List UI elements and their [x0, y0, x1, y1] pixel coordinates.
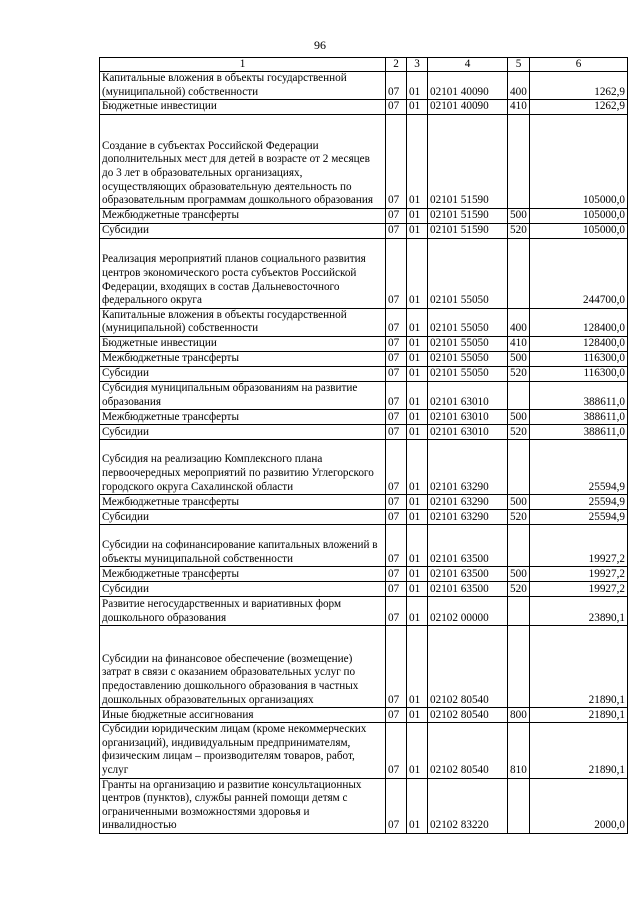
table-row: [100, 525, 628, 567]
row-amount: 19927,2: [530, 525, 628, 567]
row-name: Межбюджетные трансферты: [100, 410, 386, 425]
row-name: Субсидии: [100, 510, 386, 525]
table-row: [100, 708, 628, 723]
row-name: Субсидии: [100, 223, 386, 238]
row-expense-type: 520: [508, 425, 530, 440]
row-target-article: 02101 63500: [428, 582, 508, 597]
row-target-article: 02102 80540: [428, 626, 508, 708]
table-row: [100, 381, 628, 409]
table-row: [100, 114, 628, 208]
row-name: Капитальные вложения в объекты государственной (муниципальной) собственности: [100, 308, 386, 336]
row-expense-type: [508, 597, 530, 626]
row-amount: 388611,0: [530, 425, 628, 440]
row-amount: 1262,9: [530, 100, 628, 115]
header-row: [100, 58, 628, 72]
row-expense-type: [508, 114, 530, 208]
row-name: Капитальные вложения в объекты государственной (муниципальной) собственности: [100, 72, 386, 100]
row-target-article: 02101 63290: [428, 510, 508, 525]
row-name: Межбюджетные трансферты: [100, 208, 386, 223]
header-col-name: 1: [100, 58, 386, 72]
row-section: 07: [386, 410, 407, 425]
row-subsection: 01: [407, 114, 428, 208]
row-target-article: 02101 55050: [428, 336, 508, 351]
table-row: [100, 336, 628, 351]
row-name: Реализация мероприятий планов социального развития центров экономического роста субъектов Российской Федерации, входящих в состав Дальневосточного федерального округа: [100, 238, 386, 308]
row-section: 07: [386, 525, 407, 567]
row-subsection: 01: [407, 510, 428, 525]
row-target-article: 02101 55050: [428, 351, 508, 366]
row-subsection: 01: [407, 778, 428, 833]
row-amount: 244700,0: [530, 238, 628, 308]
row-subsection: 01: [407, 708, 428, 723]
header-col-subsection: 3: [407, 58, 428, 72]
row-section: 07: [386, 425, 407, 440]
row-name: Межбюджетные трансферты: [100, 351, 386, 366]
row-amount: 116300,0: [530, 366, 628, 381]
table-row: [100, 208, 628, 223]
row-target-article: 02101 51590: [428, 208, 508, 223]
row-subsection: 01: [407, 308, 428, 336]
row-section: 07: [386, 626, 407, 708]
row-name: Субсидия на реализацию Комплексного плана первоочередных мероприятий по развитию Углегорского городского округа Сахалинской области: [100, 440, 386, 495]
row-section: 07: [386, 336, 407, 351]
row-name: Гранты на организацию и развитие консультационных центров (пунктов), службы ранней помощи детям с ограниченными возможностями здоровья и инвалидностью: [100, 778, 386, 833]
header-col-expense-type: 5: [508, 58, 530, 72]
row-target-article: 02102 80540: [428, 723, 508, 778]
row-subsection: 01: [407, 495, 428, 510]
row-target-article: 02101 63500: [428, 567, 508, 582]
row-expense-type: 520: [508, 366, 530, 381]
row-target-article: 02101 40090: [428, 100, 508, 115]
row-subsection: 01: [407, 238, 428, 308]
row-subsection: 01: [407, 425, 428, 440]
row-subsection: 01: [407, 440, 428, 495]
row-expense-type: [508, 778, 530, 833]
table-row: [100, 238, 628, 308]
row-amount: 105000,0: [530, 114, 628, 208]
row-amount: 1262,9: [530, 72, 628, 100]
row-section: 07: [386, 723, 407, 778]
row-subsection: 01: [407, 525, 428, 567]
row-amount: 105000,0: [530, 223, 628, 238]
row-name: Субсидии: [100, 425, 386, 440]
table-row: [100, 308, 628, 336]
row-name: Субсидии: [100, 366, 386, 381]
table-row: [100, 510, 628, 525]
table-row: [100, 366, 628, 381]
row-subsection: 01: [407, 410, 428, 425]
row-subsection: 01: [407, 567, 428, 582]
row-name: Субсидия муниципальным образованиям на развитие образования: [100, 381, 386, 409]
row-section: 07: [386, 708, 407, 723]
row-amount: 23890,1: [530, 597, 628, 626]
row-name: Межбюджетные трансферты: [100, 495, 386, 510]
row-expense-type: [508, 381, 530, 409]
row-section: 07: [386, 381, 407, 409]
row-amount: 388611,0: [530, 381, 628, 409]
row-amount: 25594,9: [530, 440, 628, 495]
row-subsection: 01: [407, 366, 428, 381]
row-expense-type: 500: [508, 495, 530, 510]
row-amount: 388611,0: [530, 410, 628, 425]
row-subsection: 01: [407, 597, 428, 626]
row-section: 07: [386, 114, 407, 208]
row-amount: 19927,2: [530, 567, 628, 582]
row-section: 07: [386, 100, 407, 115]
row-amount: 128400,0: [530, 336, 628, 351]
page-number: 96: [314, 38, 326, 52]
row-expense-type: [508, 238, 530, 308]
table-row: [100, 567, 628, 582]
row-subsection: 01: [407, 582, 428, 597]
row-subsection: 01: [407, 223, 428, 238]
row-amount: 25594,9: [530, 495, 628, 510]
row-target-article: 02101 63290: [428, 495, 508, 510]
row-expense-type: 520: [508, 510, 530, 525]
row-target-article: 02101 63010: [428, 381, 508, 409]
table-row: [100, 351, 628, 366]
header-col-target-article: 4: [428, 58, 508, 72]
row-name: Субсидии на финансовое обеспечение (возмещение) затрат в связи с оказанием образовательных услуг по предоставлению дошкольного образования в частных дошкольных образовательных организациях: [100, 626, 386, 708]
row-section: 07: [386, 366, 407, 381]
row-section: 07: [386, 440, 407, 495]
row-amount: 25594,9: [530, 510, 628, 525]
row-name: Субсидии юридическим лицам (кроме некоммерческих организаций), индивидуальным предпринимателям, физическим лицам – производителям товаров, работ, услуг: [100, 723, 386, 778]
row-section: 07: [386, 72, 407, 100]
row-section: 07: [386, 567, 407, 582]
row-name: Межбюджетные трансферты: [100, 567, 386, 582]
table-row: [100, 440, 628, 495]
row-section: 07: [386, 208, 407, 223]
row-section: 07: [386, 238, 407, 308]
row-name: Иные бюджетные ассигнования: [100, 708, 386, 723]
row-target-article: 02101 63010: [428, 410, 508, 425]
budget-table: [99, 57, 628, 834]
row-amount: 105000,0: [530, 208, 628, 223]
row-expense-type: 520: [508, 223, 530, 238]
row-target-article: 02102 83220: [428, 778, 508, 833]
row-section: 07: [386, 495, 407, 510]
row-expense-type: 410: [508, 336, 530, 351]
row-amount: 21890,1: [530, 723, 628, 778]
row-target-article: 02102 80540: [428, 708, 508, 723]
row-expense-type: 500: [508, 567, 530, 582]
table-row: [100, 626, 628, 708]
row-subsection: 01: [407, 381, 428, 409]
row-expense-type: [508, 440, 530, 495]
header-col-amount: 6: [530, 58, 628, 72]
table-row: [100, 72, 628, 100]
table-row: [100, 425, 628, 440]
row-expense-type: 500: [508, 410, 530, 425]
row-subsection: 01: [407, 100, 428, 115]
row-target-article: 02102 00000: [428, 597, 508, 626]
row-expense-type: 520: [508, 582, 530, 597]
row-section: 07: [386, 597, 407, 626]
header-col-section: 2: [386, 58, 407, 72]
row-name: Субсидии: [100, 582, 386, 597]
row-target-article: 02101 55050: [428, 366, 508, 381]
row-subsection: 01: [407, 336, 428, 351]
row-expense-type: [508, 525, 530, 567]
row-expense-type: 400: [508, 308, 530, 336]
row-name: Бюджетные инвестиции: [100, 100, 386, 115]
row-subsection: 01: [407, 723, 428, 778]
row-name: Бюджетные инвестиции: [100, 336, 386, 351]
row-target-article: 02101 51590: [428, 114, 508, 208]
row-expense-type: 500: [508, 351, 530, 366]
table-row: [100, 778, 628, 833]
row-target-article: 02101 63500: [428, 525, 508, 567]
row-section: 07: [386, 308, 407, 336]
row-section: 07: [386, 778, 407, 833]
table-row: [100, 582, 628, 597]
row-amount: 19927,2: [530, 582, 628, 597]
table-row: [100, 410, 628, 425]
row-expense-type: 810: [508, 723, 530, 778]
row-subsection: 01: [407, 351, 428, 366]
row-expense-type: 800: [508, 708, 530, 723]
row-expense-type: 410: [508, 100, 530, 115]
table-row: [100, 723, 628, 778]
row-amount: 21890,1: [530, 708, 628, 723]
row-expense-type: 400: [508, 72, 530, 100]
row-expense-type: 500: [508, 208, 530, 223]
row-amount: 2000,0: [530, 778, 628, 833]
row-target-article: 02101 40090: [428, 72, 508, 100]
row-amount: 21890,1: [530, 626, 628, 708]
row-name: Развитие негосударственных и вариативных форм дошкольного образования: [100, 597, 386, 626]
row-name: Субсидии на софинансирование капитальных вложений в объекты муниципальной собственности: [100, 525, 386, 567]
row-name: Создание в субъектах Российской Федерации дополнительных мест для детей в возрасте от 2 месяцев до 3 лет в образовательных организациях, осуществляющих образовательную деятельность по образовательным программам дошкольного образования: [100, 114, 386, 208]
row-amount: 116300,0: [530, 351, 628, 366]
row-subsection: 01: [407, 626, 428, 708]
row-section: 07: [386, 351, 407, 366]
table-row: [100, 223, 628, 238]
row-subsection: 01: [407, 72, 428, 100]
row-target-article: 02101 55050: [428, 238, 508, 308]
row-amount: 128400,0: [530, 308, 628, 336]
table-row: [100, 100, 628, 115]
row-target-article: 02101 55050: [428, 308, 508, 336]
row-target-article: 02101 63010: [428, 425, 508, 440]
row-section: 07: [386, 223, 407, 238]
row-section: 07: [386, 582, 407, 597]
table-row: [100, 597, 628, 626]
table-row: [100, 495, 628, 510]
row-expense-type: [508, 626, 530, 708]
row-subsection: 01: [407, 208, 428, 223]
row-target-article: 02101 51590: [428, 223, 508, 238]
row-target-article: 02101 63290: [428, 440, 508, 495]
row-section: 07: [386, 510, 407, 525]
